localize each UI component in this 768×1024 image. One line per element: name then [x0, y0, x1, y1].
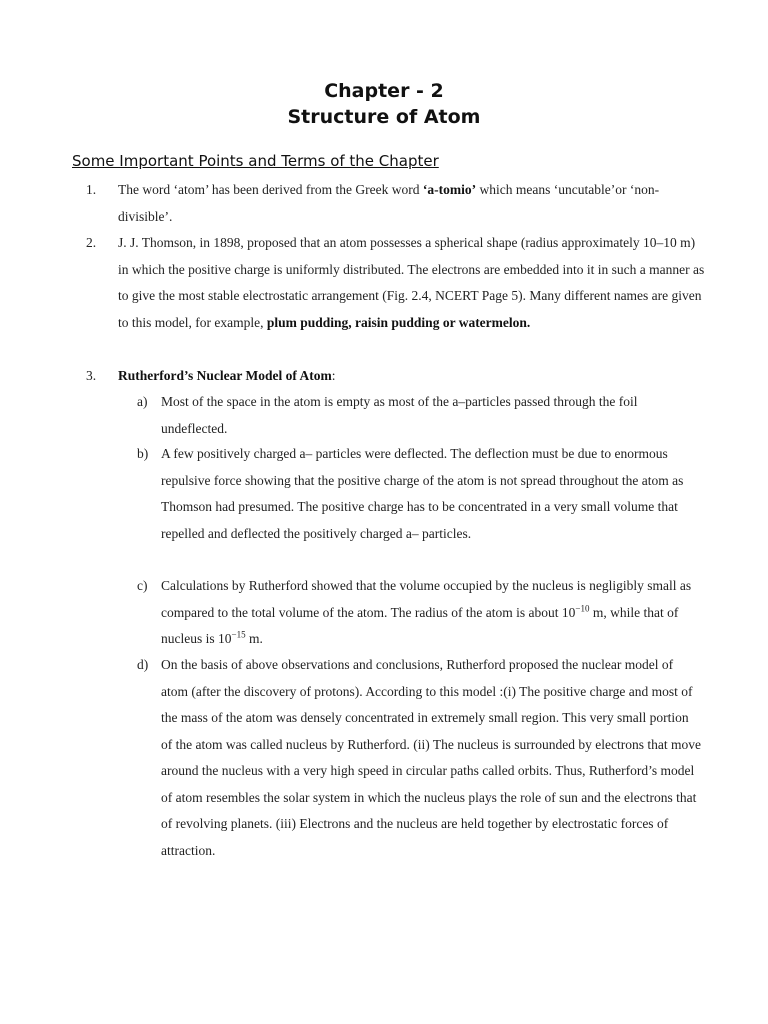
exponent: −10 — [575, 603, 590, 613]
item-bold-term: Rutherford’s Nuclear Model of Atom — [118, 368, 332, 383]
item-text-part: m, while that of nucleus is 10 — [161, 604, 679, 646]
item-bold-term: ‘a-tomio’ — [422, 182, 477, 197]
item-bold-term: plum pudding, raisin pudding or watermelon. — [266, 314, 531, 330]
chapter-title: Structure of Atom — [287, 106, 481, 128]
item-text-part: m. — [245, 631, 263, 646]
item-text — [118, 177, 708, 230]
item-number: 3. — [86, 368, 97, 383]
item-text — [118, 230, 708, 336]
item-text-part: which means ‘uncutable’or ‘non-divisible’. — [118, 182, 660, 224]
chapter-number: Chapter - 2 — [324, 80, 444, 102]
sub-item-text: A few positively charged a– particles were deflected. The deflection must be due to enormous repulsive force showing that the positive charge of the atom is not spread throughout the atom as Thomson had presumed. The positive charge has to be concentrated in a very small volume that repelled and deflected the positively charged a– particles. — [161, 446, 684, 541]
sub-item-text: Most of the space in the atom is empty as most of the a–particles passed through the foil undeflected. — [161, 394, 638, 436]
sub-item-letter: d) — [137, 657, 149, 672]
item-text-part: Calculations by Rutherford showed that the volume occupied by the nucleus is negligibly small as compared to the total volume of the atom. The radius of the atom is about 10 — [161, 578, 692, 620]
section-heading: Some Important Points and Terms of the Chapter — [72, 152, 439, 170]
item-text — [118, 363, 708, 390]
sub-item-letter: c) — [137, 578, 148, 593]
exponent: −15 — [231, 629, 246, 640]
item-text-part: : — [331, 368, 336, 383]
sub-item-text: On the basis of above observations and conclusions, Rutherford proposed the nuclear model of atom (after the discovery of protons). According to this model :(i) The positive charge and most of the mass of the atom was densely concentrated in extremely small region. This very small portion of the atom was called nucleus by Rutherford. (ii) The nucleus is surrounded by electrons that move around the nucleus with a very high speed in circular paths called orbits. Thus, Rutherford’s model of atom resembles the solar system in which the nucleus plays the role of sun and the electrons that of revolving planets. (iii) Electrons and the nucleus are held together by electrostatic forces of attraction. — [161, 657, 701, 858]
item-text-part: The word ‘atom’ has been derived from the Greek word — [118, 182, 423, 197]
sub-item-letter: a) — [137, 394, 148, 409]
item-text-part: J. J. Thomson, in 1898, proposed that an atom possesses a spherical shape (radius approximately 10–10 m) in which the positive charge is uniformly distributed. The electrons are embedded into it in such a manner as to give the most stable electrostatic arrangement (Fig. 2.4, NCERT Page 5). Many different names are given to this model, for example, — [118, 235, 705, 330]
item-number: 2. — [86, 235, 97, 250]
sub-item-text — [161, 573, 701, 653]
item-number: 1. — [86, 182, 97, 197]
sub-item-letter: b) — [137, 446, 149, 461]
